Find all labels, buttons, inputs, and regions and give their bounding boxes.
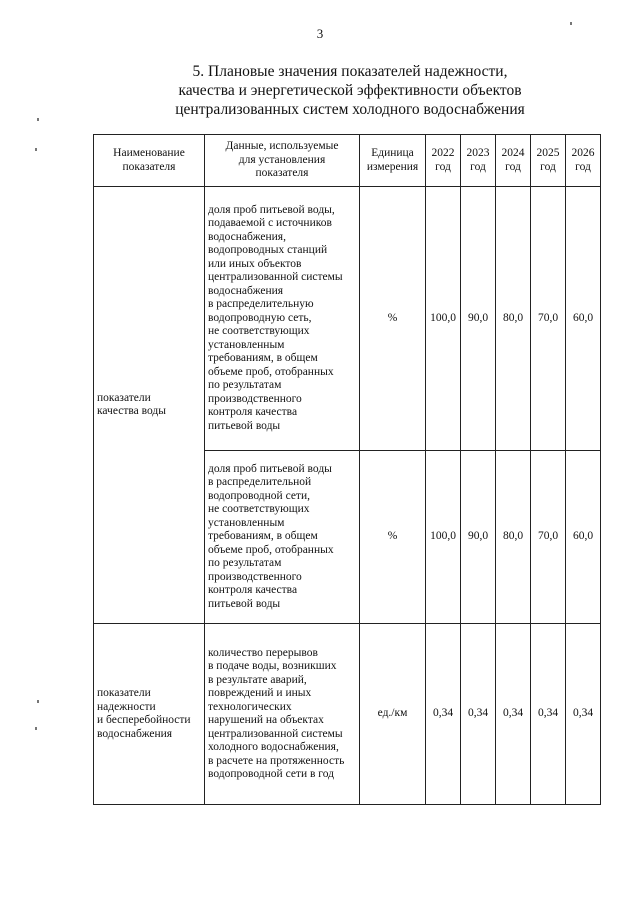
scan-speck <box>37 700 39 703</box>
value-2025: 70,0 <box>531 451 566 624</box>
header-year-2025: 2025 год <box>531 135 566 187</box>
value-2023: 0,34 <box>461 624 496 805</box>
indicators-table <box>93 134 601 805</box>
title-line: централизованных систем холодного водоснабжения <box>175 101 525 118</box>
unit-cell: % <box>360 451 426 624</box>
indicator-name-quality: показатели качества воды <box>94 187 205 624</box>
value-2026: 60,0 <box>566 451 601 624</box>
header-unit: Единица измерения <box>360 135 426 187</box>
value-2022: 0,34 <box>426 624 461 805</box>
scan-speck <box>35 727 37 730</box>
value-2022: 100,0 <box>426 187 461 451</box>
value-2024: 80,0 <box>496 187 531 451</box>
value-2024: 80,0 <box>496 451 531 624</box>
scan-speck <box>570 22 572 25</box>
source-data-cell: доля проб питьевой воды в распределительной водопроводной сети, не соответствующих установленным требованиям, в общем объеме проб, отобранных по результатам производственного контроля качества питьевой воды <box>205 451 360 624</box>
indicator-name-reliability: показатели надежности и бесперебойности водоснабжения <box>94 624 205 805</box>
scan-speck <box>35 148 37 151</box>
source-data-cell: количество перерывов в подаче воды, возникших в результате аварий, повреждений и иных технологических нарушений на объектах централизованной системы холодного водоснабжения, в расчете на протяженность водопроводной сети в год <box>205 624 360 805</box>
unit-cell: ед./км <box>360 624 426 805</box>
header-year-2022: 2022 год <box>426 135 461 187</box>
value-2026: 60,0 <box>566 187 601 451</box>
value-2023: 90,0 <box>461 187 496 451</box>
scan-speck <box>37 118 39 121</box>
title-line: 5. Плановые значения показателей надежности, <box>192 63 508 80</box>
value-2022: 100,0 <box>426 451 461 624</box>
value-2025: 0,34 <box>531 624 566 805</box>
header-year-2026: 2026 год <box>566 135 601 187</box>
value-2023: 90,0 <box>461 451 496 624</box>
table-header-row <box>94 135 601 187</box>
table-row <box>94 187 601 451</box>
source-data-cell: доля проб питьевой воды, подаваемой с источников водоснабжения, водопроводных станций или иных объектов централизованной системы водоснабжения в распределительную водопроводную сеть, не соответствующих установленным требованиям, в общем объеме проб, отобранных по результатам производственного контроля качества питьевой воды <box>205 187 360 451</box>
unit-cell: % <box>360 187 426 451</box>
page-number: 3 <box>316 26 324 41</box>
document-title <box>60 62 640 119</box>
table-row <box>94 624 601 805</box>
value-2025: 70,0 <box>531 187 566 451</box>
title-line: качества и энергетической эффективности объектов <box>178 82 522 99</box>
header-indicator-name: Наименование показателя <box>94 135 205 187</box>
header-year-2023: 2023 год <box>461 135 496 187</box>
header-year-2024: 2024 год <box>496 135 531 187</box>
value-2024: 0,34 <box>496 624 531 805</box>
header-source-data: Данные, используемые для установления показателя <box>205 135 360 187</box>
value-2026: 0,34 <box>566 624 601 805</box>
